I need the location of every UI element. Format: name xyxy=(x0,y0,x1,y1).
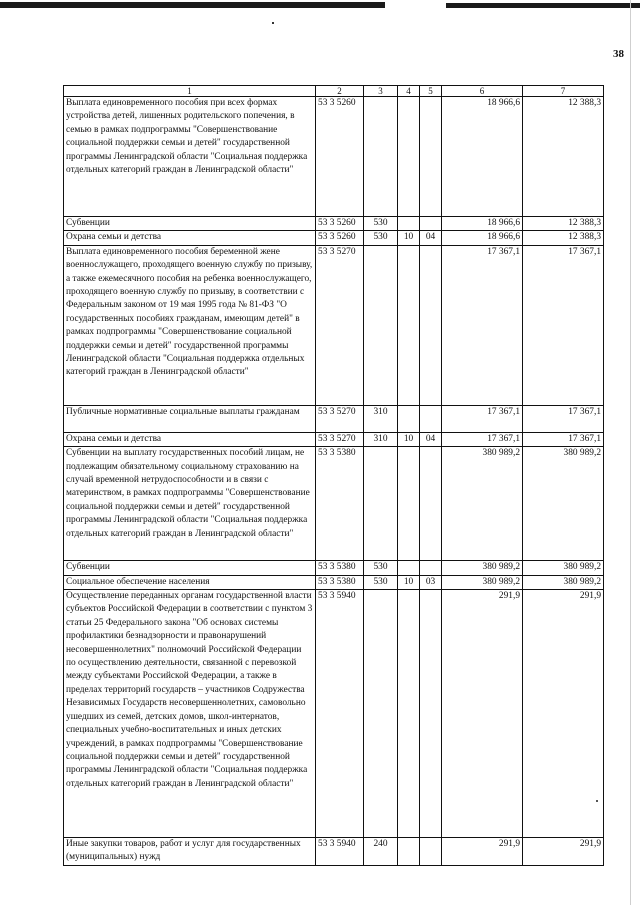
table-row xyxy=(64,405,604,432)
row-code: 53 3 5380 xyxy=(316,561,364,575)
row-pr xyxy=(420,447,442,561)
row-name: Субвенции на выплату государственных пособий лицам, не подлежащим обязательному социальному страхованию на случай временной нетрудоспособности и в связи с материнством, в рамках подпрограммы "Совершенствование социальной поддержки семьи и детей" государственной программы Ленинградской области "Социальная поддержка отдельных категорий граждан в Ленинградской области" xyxy=(64,447,316,561)
row-code: 53 3 5260 xyxy=(316,217,364,231)
table-row xyxy=(64,590,604,838)
column-header: 7 xyxy=(523,86,604,97)
row-code: 53 3 5380 xyxy=(316,575,364,589)
row-pr xyxy=(420,405,442,432)
row-pr xyxy=(420,561,442,575)
row-code: 53 3 5260 xyxy=(316,97,364,217)
row-sum-2: 380 989,2 xyxy=(523,575,604,589)
table-row xyxy=(64,575,604,589)
row-vr xyxy=(364,447,398,561)
column-header: 1 xyxy=(64,86,316,97)
row-sum-2: 291,9 xyxy=(523,838,604,866)
row-pr xyxy=(420,97,442,217)
row-rz xyxy=(398,245,420,405)
row-sum-1: 380 989,2 xyxy=(442,561,523,575)
row-rz: 10 xyxy=(398,231,420,245)
row-sum-1: 18 966,6 xyxy=(442,97,523,217)
row-sum-1: 18 966,6 xyxy=(442,231,523,245)
row-name: Осуществление переданных органам государственной власти субъектов Российской Федерации в соответствии с пунктом 3 статьи 25 Федерального закона "Об основах системы профилактики безнадзорности и правонарушений несовершеннолетних" полномочий Российской Федерации по осуществлению деятельности, связанной с перевозкой между субъектами Российской Федерации, а также в пределах территорий государств – участников Содружества Независимых Государств несовершеннолетних, самовольно ушедших из семей, детских домов, школ-интернатов, специальных учебно-воспитательных и иных детских учреждений, в рамках подпрограммы "Совершенствование социальной поддержки семьи и детей" государственной программы Ленинградской области "Социальная поддержка отдельных категорий граждан в Ленинградской области" xyxy=(64,590,316,838)
table-row xyxy=(64,97,604,217)
row-sum-1: 17 367,1 xyxy=(442,405,523,432)
row-vr: 530 xyxy=(364,231,398,245)
row-sum-2: 17 367,1 xyxy=(523,405,604,432)
row-sum-2: 12 388,3 xyxy=(523,97,604,217)
table-row xyxy=(64,447,604,561)
row-sum-2: 17 367,1 xyxy=(523,245,604,405)
top-scan-bar-right xyxy=(446,3,640,8)
row-sum-1: 18 966,6 xyxy=(442,217,523,231)
row-pr: 03 xyxy=(420,575,442,589)
scan-speck xyxy=(272,22,274,24)
row-sum-1: 380 989,2 xyxy=(442,575,523,589)
row-vr xyxy=(364,97,398,217)
column-header: 6 xyxy=(442,86,523,97)
row-name: Иные закупки товаров, работ и услуг для государственных (муниципальных) нужд xyxy=(64,838,316,866)
row-pr: 04 xyxy=(420,432,442,446)
row-sum-1: 291,9 xyxy=(442,838,523,866)
row-vr: 310 xyxy=(364,405,398,432)
row-name: Публичные нормативные социальные выплаты гражданам xyxy=(64,405,316,432)
row-vr: 310 xyxy=(364,432,398,446)
table-header-row xyxy=(64,86,604,97)
row-vr xyxy=(364,245,398,405)
row-sum-1: 291,9 xyxy=(442,590,523,838)
table-row xyxy=(64,561,604,575)
row-name: Охрана семьи и детства xyxy=(64,432,316,446)
column-header: 4 xyxy=(398,86,420,97)
row-name: Социальное обеспечение населения xyxy=(64,575,316,589)
column-header: 5 xyxy=(420,86,442,97)
row-vr: 530 xyxy=(364,575,398,589)
page-edge-line xyxy=(630,0,631,905)
row-sum-2: 12 388,3 xyxy=(523,231,604,245)
row-rz xyxy=(398,590,420,838)
row-vr: 530 xyxy=(364,561,398,575)
row-rz xyxy=(398,97,420,217)
row-pr xyxy=(420,590,442,838)
row-pr xyxy=(420,838,442,866)
row-rz xyxy=(398,838,420,866)
row-code: 53 3 5270 xyxy=(316,432,364,446)
row-sum-2: 291,9 xyxy=(523,590,604,838)
table-row xyxy=(64,432,604,446)
table-row xyxy=(64,231,604,245)
row-name: Субвенции xyxy=(64,217,316,231)
row-name: Выплата единовременного пособия при всех формах устройства детей, лишенных родительского попечения, в семью в рамках подпрограммы "Совершенствование социальной поддержки семьи и детей" государственной программы Ленинградской области "Социальная поддержка отдельных категорий граждан в Ленинградской области" xyxy=(64,97,316,217)
row-code: 53 3 5260 xyxy=(316,231,364,245)
row-pr xyxy=(420,245,442,405)
row-sum-2: 380 989,2 xyxy=(523,561,604,575)
row-code: 53 3 5940 xyxy=(316,590,364,838)
row-pr: 04 xyxy=(420,231,442,245)
row-sum-1: 17 367,1 xyxy=(442,245,523,405)
row-vr: 530 xyxy=(364,217,398,231)
row-sum-2: 17 367,1 xyxy=(523,432,604,446)
row-rz: 10 xyxy=(398,575,420,589)
column-header: 2 xyxy=(316,86,364,97)
column-header: 3 xyxy=(364,86,398,97)
row-code: 53 3 5940 xyxy=(316,838,364,866)
row-code: 53 3 5270 xyxy=(316,405,364,432)
row-rz xyxy=(398,405,420,432)
row-rz xyxy=(398,561,420,575)
row-name: Выплата единовременного пособия беременной жене военнослужащего, проходящего военную службу по призыву, а также ежемесячного пособия на ребенка военнослужащего, проходящего военную службу по призыву, в соответствии с Федеральным законом от 19 мая 1995 года № 81-ФЗ "О государственных пособиях гражданам, имеющим детей" в рамках подпрограммы "Совершенствование социальной поддержки семьи и детей" государственной программы Ленинградской области "Социальная поддержка отдельных категорий граждан в Ленинградской области" xyxy=(64,245,316,405)
table-row xyxy=(64,838,604,866)
row-pr xyxy=(420,217,442,231)
row-sum-1: 380 989,2 xyxy=(442,447,523,561)
top-scan-bar-left xyxy=(0,2,385,8)
row-vr xyxy=(364,590,398,838)
table-row xyxy=(64,217,604,231)
row-code: 53 3 5380 xyxy=(316,447,364,561)
row-sum-2: 380 989,2 xyxy=(523,447,604,561)
page-number: 38 xyxy=(613,48,624,60)
row-rz xyxy=(398,217,420,231)
table-row xyxy=(64,245,604,405)
row-sum-1: 17 367,1 xyxy=(442,432,523,446)
row-name: Охрана семьи и детства xyxy=(64,231,316,245)
row-code: 53 3 5270 xyxy=(316,245,364,405)
budget-table xyxy=(63,85,604,866)
row-name: Субвенции xyxy=(64,561,316,575)
row-rz: 10 xyxy=(398,432,420,446)
row-sum-2: 12 388,3 xyxy=(523,217,604,231)
row-rz xyxy=(398,447,420,561)
row-vr: 240 xyxy=(364,838,398,866)
